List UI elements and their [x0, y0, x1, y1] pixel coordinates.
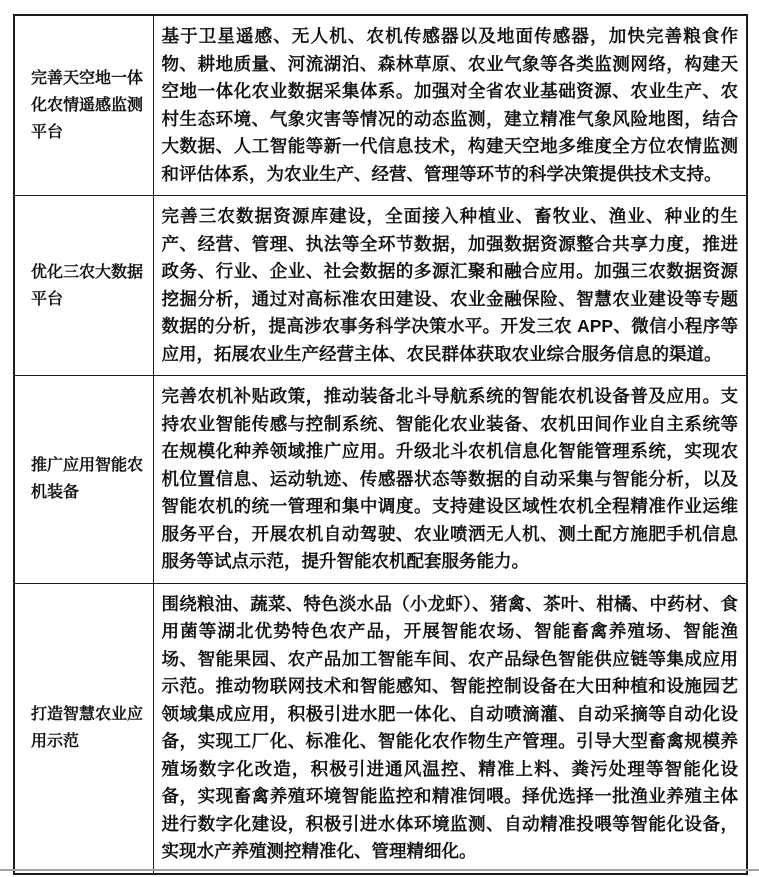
next-page-table-edge-line: [0, 869, 759, 871]
row-label: 完善天空地一体化农情遥感监测平台: [14, 15, 153, 196]
initiatives-table: [13, 14, 748, 875]
row-content: 完善农机补贴政策，推动装备北斗导航系统的智能农机设备普及应用。支持农业智能传感与控制系统、智能化农业装备、农机田间作业自主系统等在规模化种养领域推广应用。升级北斗农机信息化智能管理系统，实现农机位置信息、运动轨迹、传感器状态等数据的自动采集与智能分析，以及智能农机的统一管理和集中调度。支持建设区域性农机全程精准作业运维服务平台，开展农机自动驾驶、农业喷洒无人机、测土配方施肥手机信息服务等试点示范，提升智能农机配套服务能力。: [153, 376, 747, 584]
row-label: 优化三农大数据平台: [14, 196, 153, 376]
row-content: 围绕粮油、蔬菜、特色淡水品（小龙虾）、猪禽、茶叶、柑橘、中药材、食用菌等湖北优势特色农产品，开展智能农场、智能畜禽养殖场、智能渔场、智能果园、农产品加工智能车间、农产品绿色智能供应链等集成应用示范。推动物联网技术和智能感知、智能控制设备在大田种植和设施园艺领域集成应用，积极引进水肥一体化、自动喷滴灌、自动采摘等自动化设备，实现工厂化、标准化、智能化农作物生产管理。引导大型畜禽规模养殖场数字化改造，积极引进通风温控、精准上料、粪污处理等智能化设备，实现畜禽养殖环境智能监控和精准饲喂。择优选择一批渔业养殖主体进行数字化建设，积极引进水体环境监测、自动精准投喂等智能化设备，实现水产养殖测控精准化、管理精细化。: [153, 583, 747, 874]
table-row: [14, 196, 747, 376]
table-row: [14, 583, 747, 874]
table-row: [14, 376, 747, 584]
row-label: 推广应用智能农机装备: [14, 376, 153, 584]
row-content: 完善三农数据资源库建设，全面接入种植业、畜牧业、渔业、种业的生产、经营、管理、执法等全环节数据，加强数据资源整合共享力度，推进政务、行业、企业、社会数据的多源汇聚和融合应用。加强三农数据资源挖掘分析，通过对高标准农田建设、农业金融保险、智慧农业建设等专题数据的分析，提高涉农事务科学决策水平。开发三农 APP、微信小程序等应用，拓展农业生产经营主体、农民群体获取农业综合服务信息的渠道。: [153, 196, 747, 376]
table-row: [14, 15, 747, 196]
row-label: 打造智慧农业应用示范: [14, 583, 153, 874]
row-content: 基于卫星遥感、无人机、农机传感器以及地面传感器，加快完善粮食作物、耕地质量、河流湖泊、森林草原、农业气象等各类监测网络，构建天空地一体化农业数据采集体系。加强对全省农业基础资源、农业生产、农村生态环境、气象灾害等情况的动态监测，建立精准气象风险地图，结合大数据、人工智能等新一代信息技术，构建天空地多维度全方位农情监测和评估体系，为农业生产、经营、管理等环节的科学决策提供技术支持。: [153, 15, 747, 196]
